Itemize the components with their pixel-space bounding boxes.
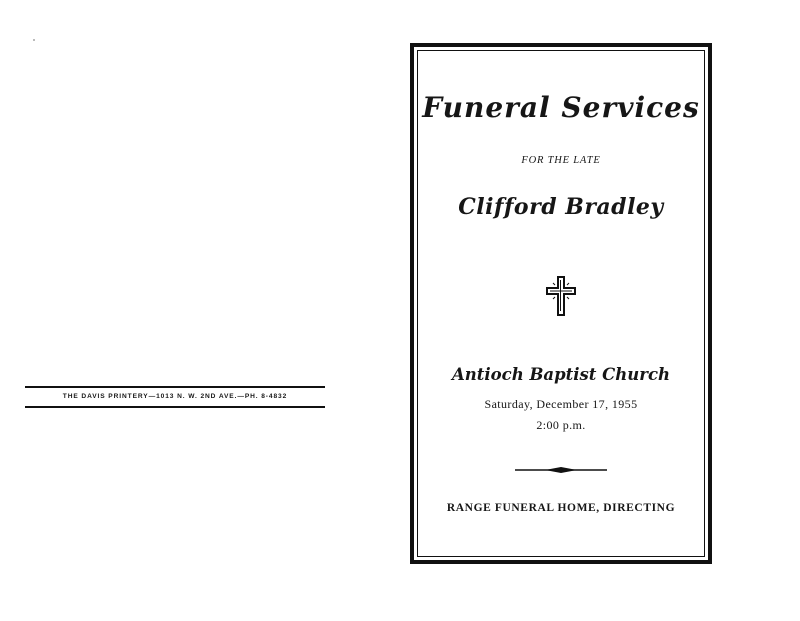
printer-imprint-text: THE DAVIS PRINTERY—1013 N. W. 2ND AVE.—PH. 8-4832 [62, 393, 288, 400]
dust-speck [33, 39, 35, 41]
cover-inner-border [417, 50, 705, 557]
church-name: Antioch Baptist Church [451, 365, 671, 384]
printer-imprint [25, 386, 325, 408]
program-cover [410, 43, 712, 564]
ornamental-divider [418, 462, 704, 472]
deceased-name: Clifford Bradley [458, 194, 664, 220]
service-time: 2:00 p.m. [536, 418, 586, 432]
subtitle: FOR THE LATE [521, 155, 601, 166]
cross-icon [418, 275, 704, 317]
funeral-director: RANGE FUNERAL HOME, DIRECTING [446, 502, 676, 514]
imprint-rule-bottom [25, 406, 325, 408]
service-date: Saturday, December 17, 1955 [484, 397, 638, 411]
page-title: Funeral Services [422, 91, 700, 124]
